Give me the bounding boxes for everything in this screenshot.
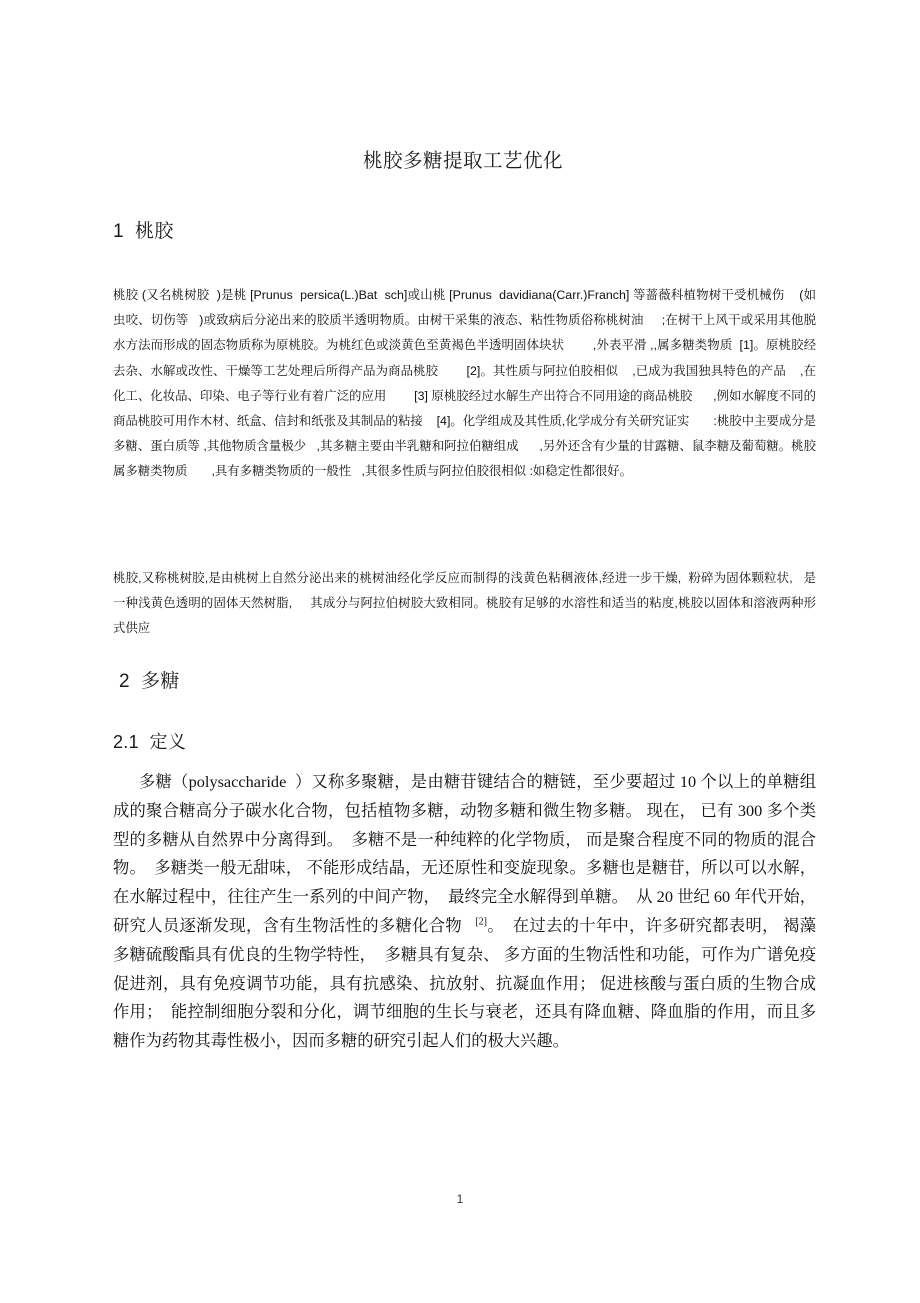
paragraph-polysaccharide-definition: 多糖（polysaccharide ）又称多聚糖，是由糖苷键结合的糖链，至少要超过 10 个以上的单糖组成的聚合糖高分子碳水化合物，包括植物多糖，动物多糖和微生物多糖。 现在， 已有 300 多个类型的多糖从自然界中分离得到。 多糖不是一种纯粹的化学物质， 而是聚合程度不同的物质的混合物。 多糖类一般无甜味， 不能形成结晶，无还原性和变旋现象。多糖也是糖苷，所以可以水解，在水解过程中，往往产生一系列的中间产物， 最终完全水解得到单糖。 从 20 世纪 60 年代开始，研究人员逐渐发现，含有生物活性的多糖化合物 [2]。 在过去的十年中，许多研究都表明， 褐藻多糖硫酸酯具有优良的生物学特性， 多糖具有复杂、 多方面的生物活性和功能，可作为广谱免疫促进剂，具有免疫调节功能，具有抗感染、抗放射、抗凝血作用； 促进核酸与蛋白质的生物合成作用； 能控制细胞分裂和分化，调节细胞的生长与衰老，还具有降血糖、降血脂的作用，而且多糖作为药物其毒性极小，因而多糖的研究引起人们的极大兴趣。: [113, 772, 817, 1051]
paragraph-peach-gum-definition: 桃胶 (又名桃树胶 )是桃 [Prunus persica(L.)Bat sch]或山桃 [Prunus davidiana(Carr.)Franch] 等蔷薇科植物树干受机械伤 (如虫咬、切伤等 )或致病后分泌出来的胶质半透明物质。由树干采集的液态、粘性物质俗称桃树油 ;在树干上风干或采用其他脱水方法而形成的固态物质称为原桃胶。为桃红色或淡黄色至黄褐色半透明固体块状 ,外表平滑 ,,属多糖类物质 [1]。原桃胶经去杂、水解或改性、干燥等工艺处理后所得产品为商品桃胶 [2]。其性质与阿拉伯胶相似 ,已成为我国独具特色的产品 ,在化工、化妆品、印染、电子等行业有着广泛的应用 [3] 原桃胶经过水解生产出符合不同用途的商品桃胶 ,例如水解度不同的商品桃胶可用作木材、纸盒、信封和纸张及其制品的粘接 [4]。化学组成及其性质,化学成分有关研究证实 :桃胶中主要成分是多糖、蛋白质等 ,其他物质含量极少 ,其多糖主要由半乳糖和阿拉伯糖组成 ,另外还含有少量的甘露糖、鼠李糖及葡萄糖。桃胶属多糖类物质 ,具有多糖类物质的一般性 ,其很多性质与阿拉伯胶很相似 :如稳定性都很好。: [113, 288, 816, 479]
paragraph-peach-gum-description: 桃胶,又称桃树胶,是由桃树上自然分泌出来的桃树油经化学反应而制得的浅黄色粘稠液体,经进一步干燥, 粉碎为固体颗粒状, 是一种浅黄色透明的固体天然树脂, 其成分与阿拉伯树胶大致相同。桃胶有足够的水溶性和适当的粘度,桃胶以固体和溶液两种形式供应: [113, 571, 816, 636]
page-number: 1: [456, 1192, 464, 1206]
subsection-heading-2-1: 2.1 定义: [113, 732, 187, 752]
section-heading-2: 2 多糖: [119, 671, 180, 692]
citation-reference: [2]: [475, 916, 488, 928]
page-title: 桃胶多糖提取工艺优化: [362, 150, 563, 172]
section-heading-1: 1 桃胶: [113, 221, 174, 242]
